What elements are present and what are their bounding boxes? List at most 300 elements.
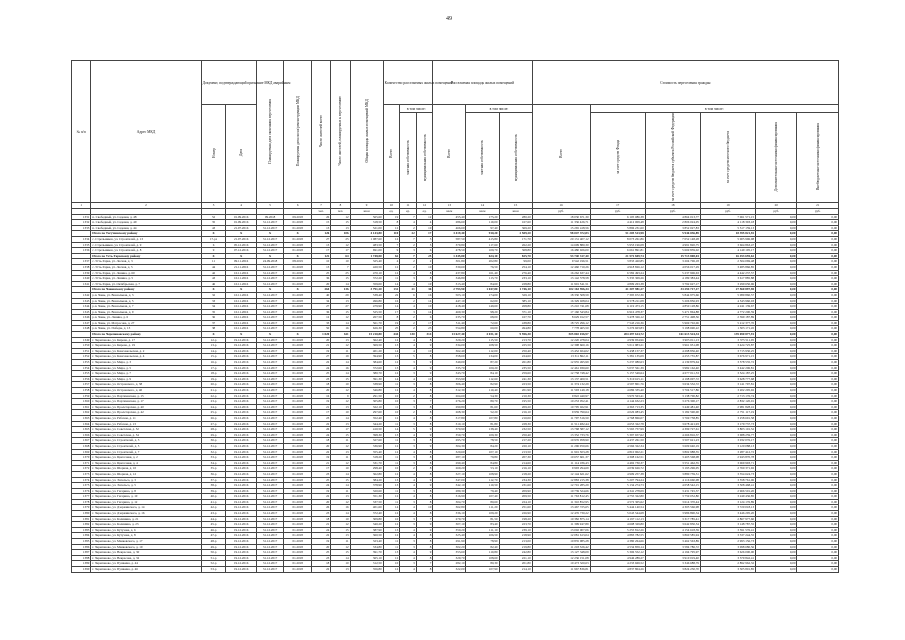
table-cell: 0,00: [756, 443, 797, 449]
table-cell: 3 462 563,89: [645, 539, 700, 545]
table-cell: 334,80: [350, 544, 383, 550]
table-cell: 97,40: [466, 225, 499, 231]
table-cell: 15 210,80: [350, 332, 383, 338]
table-cell: 01.2018: [284, 388, 312, 394]
table-cell: 1357: [72, 382, 91, 388]
column-number-cell: 5: [256, 203, 284, 209]
table-cell: 3 317 785,41: [645, 516, 700, 522]
table-cell: 3: [400, 516, 417, 522]
table-cell: 23: [311, 471, 330, 477]
table-cell: 19: [311, 539, 330, 545]
table-cell: 24-р: [201, 404, 226, 410]
table-cell: 0,00: [756, 421, 797, 427]
table-cell: 3 880 739,51: [645, 471, 700, 477]
table-cell: 01.2018: [284, 527, 312, 533]
table-cell: 12: [383, 443, 400, 449]
table-cell: г. Черепаново, ул. Островского, д. 40: [91, 388, 201, 394]
table-cell: 320,60: [350, 488, 383, 494]
column-number-cell: 14: [466, 203, 499, 209]
table-cell: 33 294 717,17: [645, 287, 700, 293]
table-cell: 280,20: [499, 214, 532, 220]
table-cell: 11: [331, 455, 350, 461]
table-cell: 0,00: [797, 281, 839, 287]
table-cell: 17: [311, 466, 330, 472]
table-cell: 5 844 975,66: [645, 292, 700, 298]
table-cell: г. Черепаново, ул. Гагарина, д. 8: [91, 488, 201, 494]
table-cell: 19.12.2016: [226, 399, 256, 405]
table-cell: 387,90: [350, 527, 383, 533]
table-cell: 4 308 162,51: [590, 455, 645, 461]
table-cell: 134,00: [466, 354, 499, 360]
table-cell: 01.2018: [284, 438, 312, 444]
table-cell: 0,00: [797, 382, 839, 388]
table-cell: 611: [331, 332, 350, 338]
table-cell: 226,90: [499, 511, 532, 517]
table-cell: 12: [331, 443, 350, 449]
table-cell: 346,80: [350, 388, 383, 394]
table-cell: 11: [383, 544, 400, 550]
table-cell: 349,00: [433, 360, 466, 366]
table-cell: 4 883 782,55: [590, 533, 645, 539]
table-cell: 19.12.2016: [226, 382, 256, 388]
table-cell: 1343: [72, 298, 91, 304]
table-cell: 5: [416, 236, 433, 242]
table-cell: 8: [416, 466, 433, 472]
table-cell: 4 039 626,72: [590, 466, 645, 472]
table-cell: 10: [311, 259, 330, 265]
table-cell: 320,60: [433, 449, 466, 455]
table-cell: 01.2018: [284, 348, 312, 354]
table-cell: 27: [331, 304, 350, 310]
table-cell: 264,60: [433, 393, 466, 399]
table-cell: 24: [311, 527, 330, 533]
table-cell: 8: [416, 354, 433, 360]
table-cell: 250,40: [499, 348, 532, 354]
table-cell: 2 504 069,48: [700, 259, 755, 265]
table-cell: Х: [284, 231, 312, 237]
table-cell: 11 310 852,95: [532, 499, 590, 505]
table-cell: 338,90: [350, 382, 383, 388]
table-cell: 0,00: [756, 488, 797, 494]
header-area-group: Расселяемая площадь жилых помещений: [433, 61, 532, 105]
table-cell: 175,20: [466, 214, 499, 220]
table-cell: 10.11.2016: [226, 281, 256, 287]
table-cell: 10: [331, 382, 350, 388]
table-cell: 24: [311, 365, 330, 371]
table-cell: 31.12.2017: [256, 415, 284, 421]
table-cell: 202,80: [466, 259, 499, 265]
table-cell: 31.12.2017: [256, 516, 284, 522]
table-cell: 174,00: [466, 292, 499, 298]
table-cell: 24: [311, 483, 330, 489]
table-cell: 19.12.2016: [226, 376, 256, 382]
relocation-table-document: [71, 60, 839, 573]
table-cell: 19.12.2016: [226, 393, 256, 399]
table-cell: 385,10: [499, 298, 532, 304]
table-cell: 31.12.2017: [256, 527, 284, 533]
column-number-cell: 8: [331, 203, 350, 209]
table-cell: 11: [383, 455, 400, 461]
table-cell: 10.11.2016: [226, 320, 256, 326]
table-cell: 14: [331, 360, 350, 366]
table-cell: 21.07.2016: [226, 225, 256, 231]
table-cell: 6 916 478,37: [590, 309, 645, 315]
table-cell: 31.12.2017: [256, 298, 284, 304]
table-cell: 10.11.2016: [226, 326, 256, 332]
table-cell: 19: [311, 399, 330, 405]
table-cell: 11: [383, 438, 400, 444]
table-cell: 318,50: [350, 220, 383, 226]
table-cell: 5 043 544,68: [590, 511, 645, 517]
table-cell: 10 382 875,14: [532, 516, 590, 522]
table-cell: 11 218 326,42: [532, 544, 590, 550]
table-cell: 51-р: [201, 555, 226, 561]
table-cell: 223,50: [499, 382, 532, 388]
table-cell: 3 485 866,85: [700, 264, 755, 270]
table-cell: 12: [311, 315, 330, 321]
table-cell: 0,00: [797, 214, 839, 220]
table-cell: 8: [416, 388, 433, 394]
relocation-table: [71, 60, 839, 573]
table-cell: 3 614 370,44: [645, 499, 700, 505]
table-cell: 11: [383, 499, 400, 505]
table-cell: 31.12.2017: [256, 522, 284, 528]
unit-cell: чел.: [311, 209, 330, 215]
table-cell: 31.12.2017: [256, 410, 284, 416]
table-cell: 31.12.2017: [256, 399, 284, 405]
table-cell: 8: [383, 220, 400, 226]
table-cell: 81,80: [466, 421, 499, 427]
table-cell: 3 120 088,13: [700, 443, 755, 449]
table-cell: 0,00: [797, 483, 839, 489]
table-cell: 1382: [72, 522, 91, 528]
table-cell: 12 460 710,26: [532, 264, 590, 270]
table-cell: 113,70: [466, 276, 499, 282]
table-cell: 4: [400, 471, 417, 477]
column-number-cell: 20: [756, 203, 797, 209]
table-cell: 380,70: [350, 371, 383, 377]
table-cell: 378,90: [350, 483, 383, 489]
table-cell: 336,90: [350, 443, 383, 449]
table-cell: 149,60: [466, 304, 499, 310]
table-cell: 12: [383, 388, 400, 394]
table-cell: 0,00: [756, 533, 797, 539]
table-cell: 5 669 839,02: [645, 248, 700, 254]
table-cell: 14: [331, 320, 350, 326]
table-cell: 209,20: [499, 404, 532, 410]
table-cell: 0,00: [797, 494, 839, 500]
table-cell: 10 976 958,90: [532, 438, 590, 444]
table-cell: 19.12.2016: [226, 354, 256, 360]
table-cell: 64: [331, 253, 350, 259]
table-cell: 8: [416, 567, 433, 573]
table-cell: 33: [311, 320, 330, 326]
table-cell: р.п. Чаны, ул. Вокзальная, д. 7: [91, 304, 201, 310]
table-cell: 22: [311, 494, 330, 500]
table-cell: 7: [383, 242, 400, 248]
header-area-municipal: муниципальная собственность: [499, 113, 532, 203]
table-cell: 139 690 877,91: [700, 332, 755, 338]
table-cell: 36: [416, 287, 433, 293]
table-cell: 1 445,80: [433, 253, 466, 259]
table-cell: 0,00: [756, 432, 797, 438]
table-cell: 3 802 988,35: [645, 449, 700, 455]
table-cell: 78,50: [466, 438, 499, 444]
table-cell: 228,80: [499, 281, 532, 287]
table-cell: 4 946 289,27: [590, 555, 645, 561]
table-cell: 4 303 566,98: [645, 505, 700, 511]
table-cell: 327,10: [433, 471, 466, 477]
table-cell: 0,00: [756, 270, 797, 276]
table-cell: 01.2018: [284, 427, 312, 433]
table-cell: 1388: [72, 555, 91, 561]
table-cell: 10.11.2016: [226, 276, 256, 282]
table-cell: 102 163 596,34: [532, 287, 590, 293]
table-cell: 3 791,20: [350, 287, 383, 293]
header-cost-all: Всего: [532, 105, 590, 203]
table-cell: 10.11.2016: [226, 298, 256, 304]
table-cell: 360,50: [350, 533, 383, 539]
table-cell: 13: [383, 527, 400, 533]
table-cell: 309,80: [350, 516, 383, 522]
table-cell: 53 740 317,40: [532, 253, 590, 259]
table-cell: 12: [383, 264, 400, 270]
table-cell: Итого по Тогучинскому району: [91, 231, 201, 237]
table-cell: 16 453 659,62: [700, 253, 755, 259]
table-cell: 23: [311, 376, 330, 382]
table-cell: 19.12.2016: [226, 421, 256, 427]
table-cell: 10: [416, 281, 433, 287]
table-cell: 18: [311, 438, 330, 444]
table-cell: 1 087,60: [350, 236, 383, 242]
table-cell: 1 303 171,45: [700, 326, 755, 332]
table-cell: 327,60: [350, 438, 383, 444]
column-number-cell: 15: [499, 203, 532, 209]
table-cell: 1 020: [311, 332, 330, 338]
table-cell: 359,00: [350, 281, 383, 287]
table-cell: 384,20: [350, 477, 383, 483]
table-cell: 84,20: [466, 443, 499, 449]
table-cell: 379,80: [433, 242, 466, 248]
table-cell: 25: [311, 477, 330, 483]
table-cell: 9: [416, 483, 433, 489]
table-cell: 521,00: [350, 225, 383, 231]
table-cell: 329,20: [433, 337, 466, 343]
table-cell: 01.2018: [284, 483, 312, 489]
table-cell: Х: [226, 287, 256, 293]
table-cell: 110,40: [466, 388, 499, 394]
table-cell: 0,00: [756, 399, 797, 405]
table-cell: 21.07.2016: [226, 236, 256, 242]
table-cell: 15-р: [201, 354, 226, 360]
table-cell: 46: [201, 281, 226, 287]
table-cell: 342,10: [433, 483, 466, 489]
table-cell: 31.12.2017: [256, 561, 284, 567]
table-cell: 9 993 294,69: [532, 466, 590, 472]
table-cell: 0,00: [797, 427, 839, 433]
table-cell: 19.12.2016: [226, 415, 256, 421]
table-cell: 11 114 186,43: [532, 460, 590, 466]
table-cell: 264: [311, 287, 330, 293]
table-cell: 0,00: [797, 550, 839, 556]
table-cell: 44: [201, 264, 226, 270]
table-cell: 7: [416, 516, 433, 522]
table-cell: 05.12.2016: [226, 242, 256, 248]
table-cell: 4 189 383,44: [645, 276, 700, 282]
table-cell: 21.11.2016: [226, 264, 256, 270]
table-cell: 1355: [72, 371, 91, 377]
table-cell: 12: [331, 214, 350, 220]
table-cell: 447,10: [433, 298, 466, 304]
table-cell: 198,20: [499, 516, 532, 522]
table-cell: 209,50: [499, 494, 532, 500]
table-cell: 23: [311, 555, 330, 561]
table-cell: 13: [383, 432, 400, 438]
table-cell: 19.12.2016: [226, 466, 256, 472]
table-cell: 35: [201, 220, 226, 226]
table-cell: 8: [416, 533, 433, 539]
table-cell: 362,80: [350, 471, 383, 477]
table-cell: 5 310 615,11: [590, 376, 645, 382]
table-cell: 12: [331, 315, 350, 321]
table-cell: р.п. Чаны, ул. Ленина, д. 6: [91, 315, 201, 321]
table-cell: 242,80: [499, 550, 532, 556]
table-cell: 3 287 412,72: [700, 449, 755, 455]
table-cell: 2 966 501,20: [700, 488, 755, 494]
table-cell: 0,00: [756, 298, 797, 304]
table-cell: 3 138 700,82: [645, 393, 700, 399]
table-cell: 0,00: [797, 505, 839, 511]
table-cell: 10: [416, 264, 433, 270]
table-cell: 1361: [72, 404, 91, 410]
table-cell: 27: [311, 354, 330, 360]
table-cell: 12: [331, 522, 350, 528]
table-cell: 0,00: [797, 236, 839, 242]
table-cell: 110,50: [466, 483, 499, 489]
table-cell: 8: [416, 488, 433, 494]
table-cell: 0,00: [797, 315, 839, 321]
table-cell: 21: [311, 343, 330, 349]
table-cell: 297,60: [350, 410, 383, 416]
page-number: 49: [446, 16, 452, 22]
table-cell: 335,70: [433, 365, 466, 371]
table-cell: 2: [400, 225, 417, 231]
table-cell: 11 593 149,18: [532, 388, 590, 394]
table-cell: 1362: [72, 410, 91, 416]
table-cell: 16: [331, 326, 350, 332]
table-cell: 11 336 426,71: [532, 220, 590, 226]
table-cell: 01.2018: [284, 225, 312, 231]
table-cell: 351,30: [350, 494, 383, 500]
table-cell: 437,80: [433, 270, 466, 276]
table-cell: 469,30: [433, 309, 466, 315]
table-cell: 15: [331, 477, 350, 483]
table-cell: 369,50: [350, 343, 383, 349]
table-cell: 19.12.2016: [226, 404, 256, 410]
table-cell: 19: [383, 214, 400, 220]
table-cell: 0,00: [797, 304, 839, 310]
table-cell: 290,80: [433, 404, 466, 410]
table-cell: 372,40: [350, 511, 383, 517]
table-cell: 216,10: [499, 466, 532, 472]
table-cell: 691,00: [350, 248, 383, 254]
table-cell: 3 910 019,40: [645, 555, 700, 561]
table-cell: 317,80: [433, 415, 466, 421]
table-cell: 01.2018: [284, 304, 312, 310]
table-cell: 15 265 418,56: [532, 225, 590, 231]
table-cell: 0,00: [756, 248, 797, 254]
table-cell: 17: [331, 427, 350, 433]
table-cell: 01.2018: [284, 544, 312, 550]
table-cell: 4: [400, 348, 417, 354]
table-cell: 31.12.2017: [256, 376, 284, 382]
table-cell: 5 255 812,26: [590, 527, 645, 533]
table-cell: 31.12.2017: [256, 371, 284, 377]
table-cell: 48-р: [201, 539, 226, 545]
table-cell: г. Черепаново, ул. Мира, д. 7: [91, 371, 201, 377]
table-cell: 21: [311, 522, 330, 528]
table-cell: 3 634 532,72: [645, 382, 700, 388]
table-cell: 538,40: [350, 292, 383, 298]
table-cell: 0,00: [756, 466, 797, 472]
table-cell: 16: [416, 292, 433, 298]
table-cell: 19.12.2016: [226, 544, 256, 550]
table-cell: 23-р: [201, 399, 226, 405]
table-cell: 109,20: [466, 511, 499, 517]
table-cell: с. Усть-Тарка, ул. Лесная, д. 5: [91, 264, 201, 270]
table-cell: 8: [416, 382, 433, 388]
table-cell: 0,00: [756, 404, 797, 410]
table-cell: 626,30: [350, 326, 383, 332]
table-cell: Х: [226, 253, 256, 259]
table-cell: 8: [416, 393, 433, 399]
table-cell: 1354: [72, 365, 91, 371]
table-cell: 262,20: [499, 242, 532, 248]
table-cell: 0,00: [797, 410, 839, 416]
table-cell: 0,00: [756, 483, 797, 489]
table-cell: 1359: [72, 393, 91, 399]
table-cell: 3 664 863,47: [700, 242, 755, 248]
table-cell: 11: [383, 382, 400, 388]
table-cell: 2 751 117,19: [700, 410, 755, 416]
table-cell: 8: [416, 494, 433, 500]
table-cell: 31.12.2017: [256, 248, 284, 254]
table-cell: 53-р: [201, 567, 226, 573]
table-cell: 394,90: [350, 354, 383, 360]
table-cell: 3: [400, 443, 417, 449]
table-cell: 01.2018: [284, 410, 312, 416]
table-cell: 1367: [72, 438, 91, 444]
table-cell: 350,20: [433, 527, 466, 533]
table-cell: 4: [400, 388, 417, 394]
table-cell: 12: [383, 494, 400, 500]
table-cell: 12 236 151,08: [532, 555, 590, 561]
table-cell: 3: [400, 522, 417, 528]
table-row: [72, 567, 839, 573]
table-cell: 291,90: [433, 539, 466, 545]
table-cell: 8 629 012,57: [532, 315, 590, 321]
table-cell: 0,00: [797, 539, 839, 545]
table-cell: 1360: [72, 399, 91, 405]
table-cell: 16: [331, 505, 350, 511]
table-cell: 171,70: [499, 236, 532, 242]
table-cell: 4 437 261,50: [590, 438, 645, 444]
table-cell: 3 124 176,89: [700, 499, 755, 505]
table-cell: 31.12.2017: [256, 550, 284, 556]
table-cell: 1348: [72, 326, 91, 332]
table-cell: 31.12.2017: [256, 292, 284, 298]
table-cell: 14: [331, 371, 350, 377]
